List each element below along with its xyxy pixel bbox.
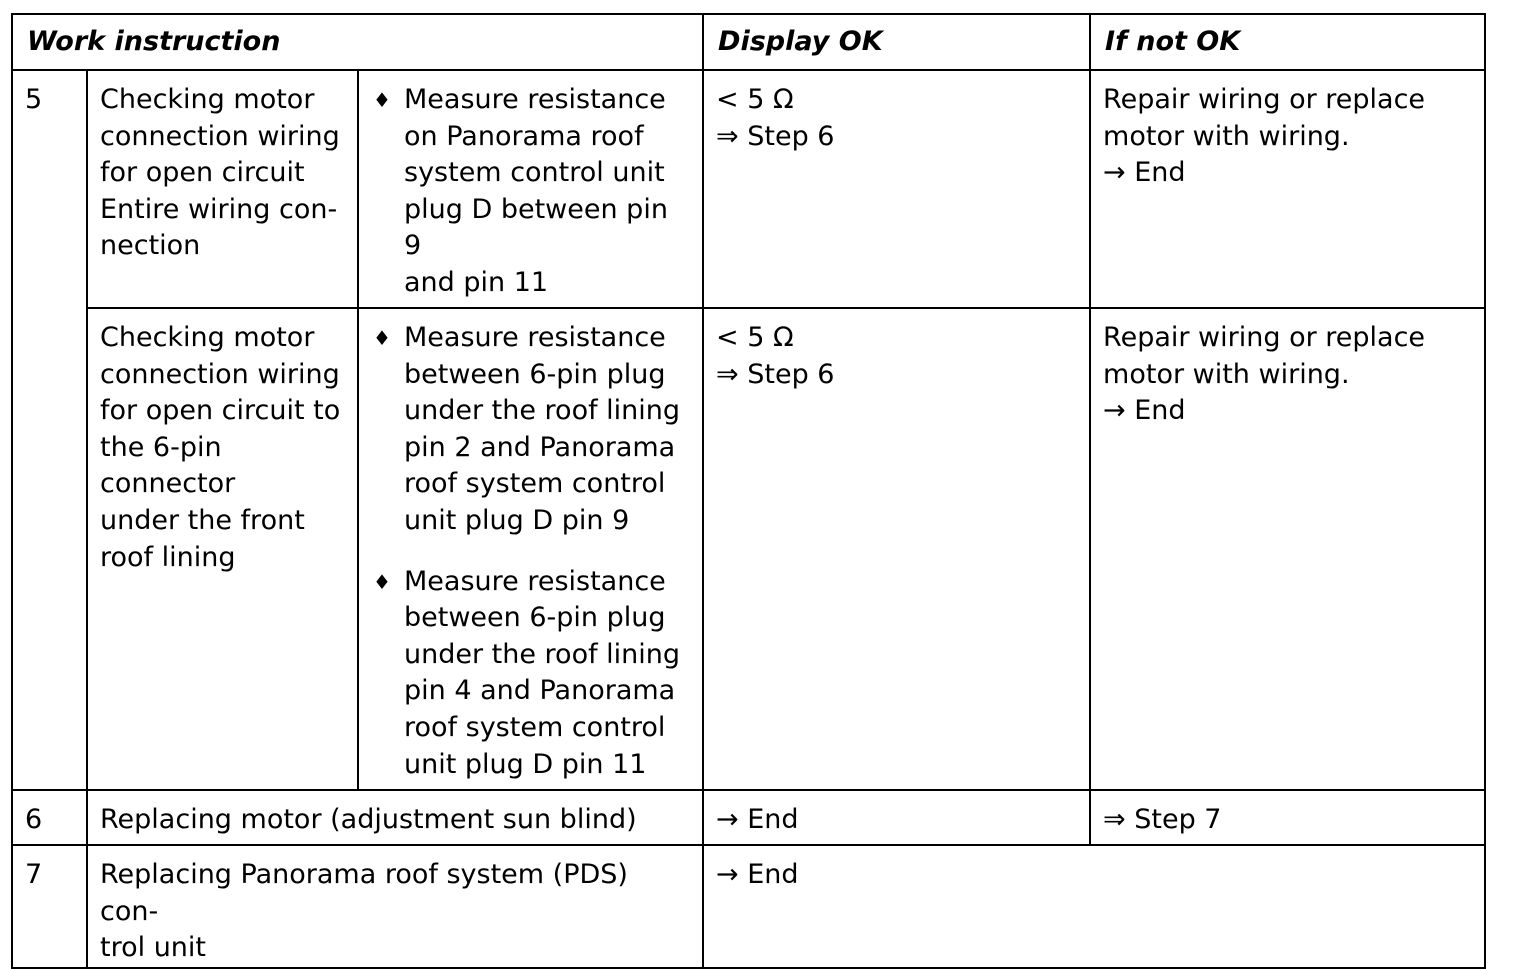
table-row <box>12 790 1485 845</box>
table-row <box>12 308 1485 790</box>
diamond-bullet-icon: ♦ <box>373 88 391 112</box>
step-number: 7 <box>12 845 87 968</box>
step-description: Replacing motor (adjustment sun blind) <box>87 790 703 845</box>
header-if-not-ok: If not OK <box>1090 14 1485 70</box>
diamond-bullet-icon: ♦ <box>373 326 391 350</box>
display-ok-cell: < 5 Ω ⇒ Step 6 <box>703 70 1090 308</box>
if-not-ok-cell: Repair wiring or replace motor with wiring. → End <box>1090 308 1485 790</box>
if-not-ok-cell: Repair wiring or replace motor with wiring. → End <box>1090 70 1485 308</box>
if-not-ok-cell: ⇒ Step 7 <box>1090 790 1485 845</box>
step-number: 6 <box>12 790 87 845</box>
display-ok-cell: → End <box>703 845 1485 968</box>
work-instruction-table <box>11 13 1486 969</box>
header-row <box>12 14 1485 70</box>
header-display-ok: Display OK <box>703 14 1090 70</box>
table-row <box>12 845 1485 968</box>
step-description: Checking motor connection wiring for open circuit Entire wiring con- nection <box>87 70 358 308</box>
step-description: Checking motor connection wiring for open circuit to the 6-pin connector under the front roof lining <box>87 308 358 790</box>
diamond-bullet-icon: ♦ <box>373 569 391 594</box>
step-instruction: ♦ Measure resistance between 6-pin plug under the roof lining pin 2 and Panorama roof system control unit plug D pin 9 ♦ Measure resistance between 6-pin plug under the roof lining pin 4 and Panorama roof system control unit plug D pin 11 <box>358 308 703 790</box>
step-number: 5 <box>12 70 87 790</box>
step-description: Replacing Panorama roof system (PDS) con- trol unit <box>87 845 703 968</box>
display-ok-cell: < 5 Ω ⇒ Step 6 <box>703 308 1090 790</box>
display-ok-cell: → End <box>703 790 1090 845</box>
table-row <box>12 70 1485 308</box>
header-work-instruction: Work instruction <box>12 14 703 70</box>
step-instruction: ♦ Measure resistance on Panorama roof system control unit plug D between pin 9 and pin 11 <box>358 70 703 308</box>
